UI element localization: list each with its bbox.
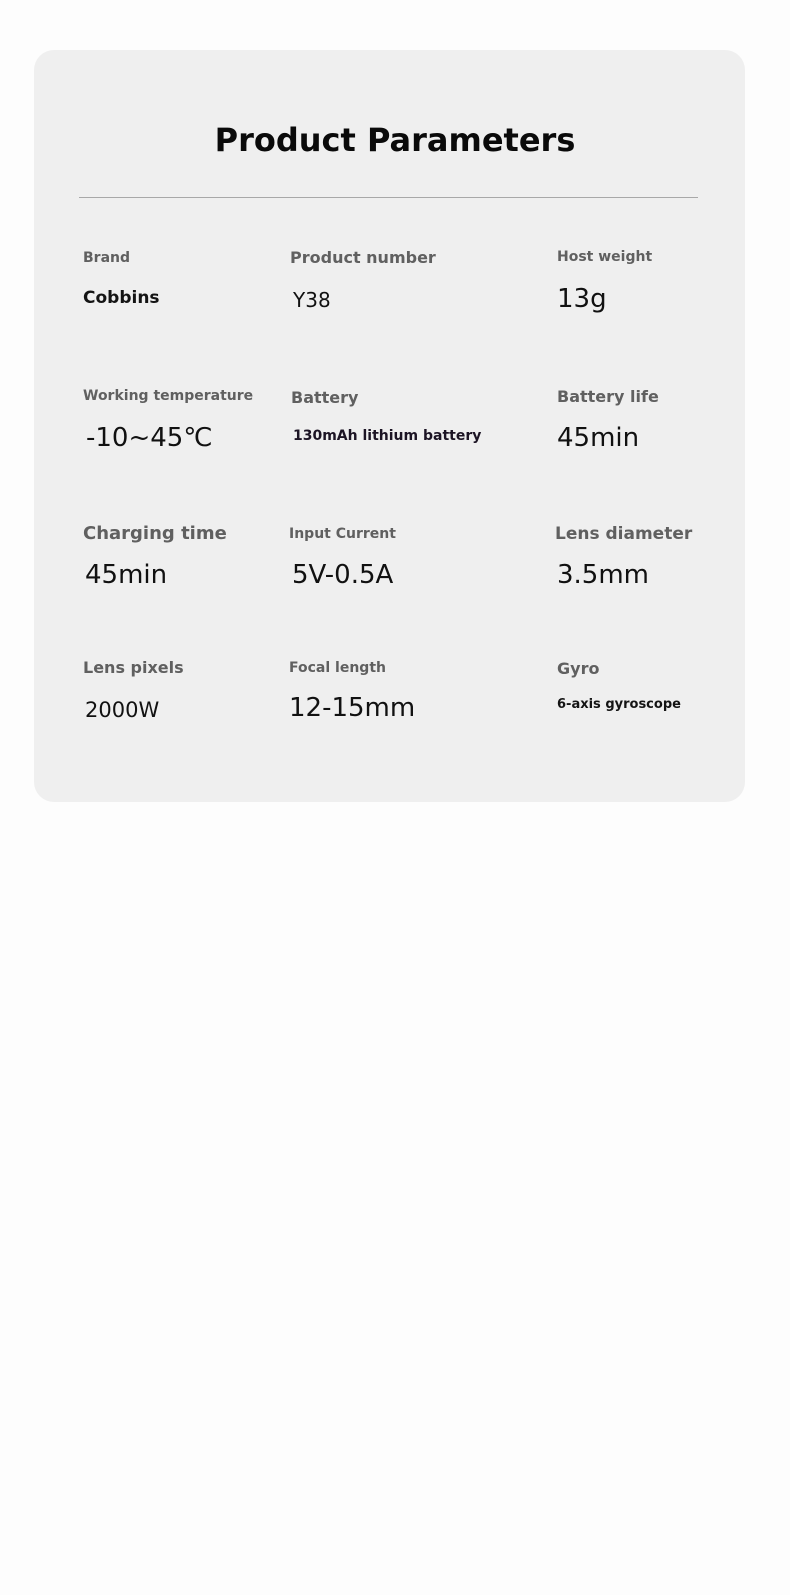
param-battery-life — [557, 387, 659, 453]
param-brand — [83, 250, 160, 308]
param-value: 3.5mm — [557, 560, 650, 590]
param-label: Battery life — [557, 387, 659, 406]
param-host-weight — [557, 249, 653, 314]
param-value: Cobbins — [83, 288, 160, 308]
param-label: Host weight — [557, 249, 653, 265]
param-focal-length — [289, 660, 416, 723]
param-gyro — [557, 659, 681, 712]
param-value: 6-axis gyroscope — [557, 697, 681, 712]
param-label: Charging time — [83, 523, 227, 544]
title-divider — [79, 197, 698, 198]
param-label: Working temperature — [83, 388, 254, 404]
param-lens-pixels — [83, 658, 184, 722]
param-label: Brand — [83, 250, 131, 266]
param-value: 13g — [557, 284, 607, 314]
param-value: Y38 — [293, 288, 331, 312]
param-battery — [291, 388, 482, 444]
param-value: 45min — [85, 560, 168, 590]
param-value: 130mAh lithium battery — [293, 428, 482, 444]
param-input-current — [289, 526, 396, 590]
param-label: Lens pixels — [83, 658, 184, 677]
param-value: -10~45℃ — [86, 423, 213, 453]
param-lens-diameter — [555, 524, 693, 590]
param-working-temperature — [83, 388, 254, 453]
param-label: Gyro — [557, 659, 600, 678]
param-label: Battery — [291, 388, 359, 407]
param-label: Input Current — [289, 526, 396, 542]
page-title: Product Parameters — [214, 121, 576, 159]
param-label: Product number — [290, 248, 436, 267]
param-value: 5V-0.5A — [292, 560, 394, 590]
param-charging-time — [83, 523, 227, 590]
param-product-number — [290, 248, 436, 312]
param-value: 45min — [557, 423, 640, 453]
param-label: Focal length — [289, 660, 386, 676]
param-value: 2000W — [85, 698, 160, 722]
param-value: 12-15mm — [289, 693, 416, 723]
param-label: Lens diameter — [555, 524, 693, 544]
